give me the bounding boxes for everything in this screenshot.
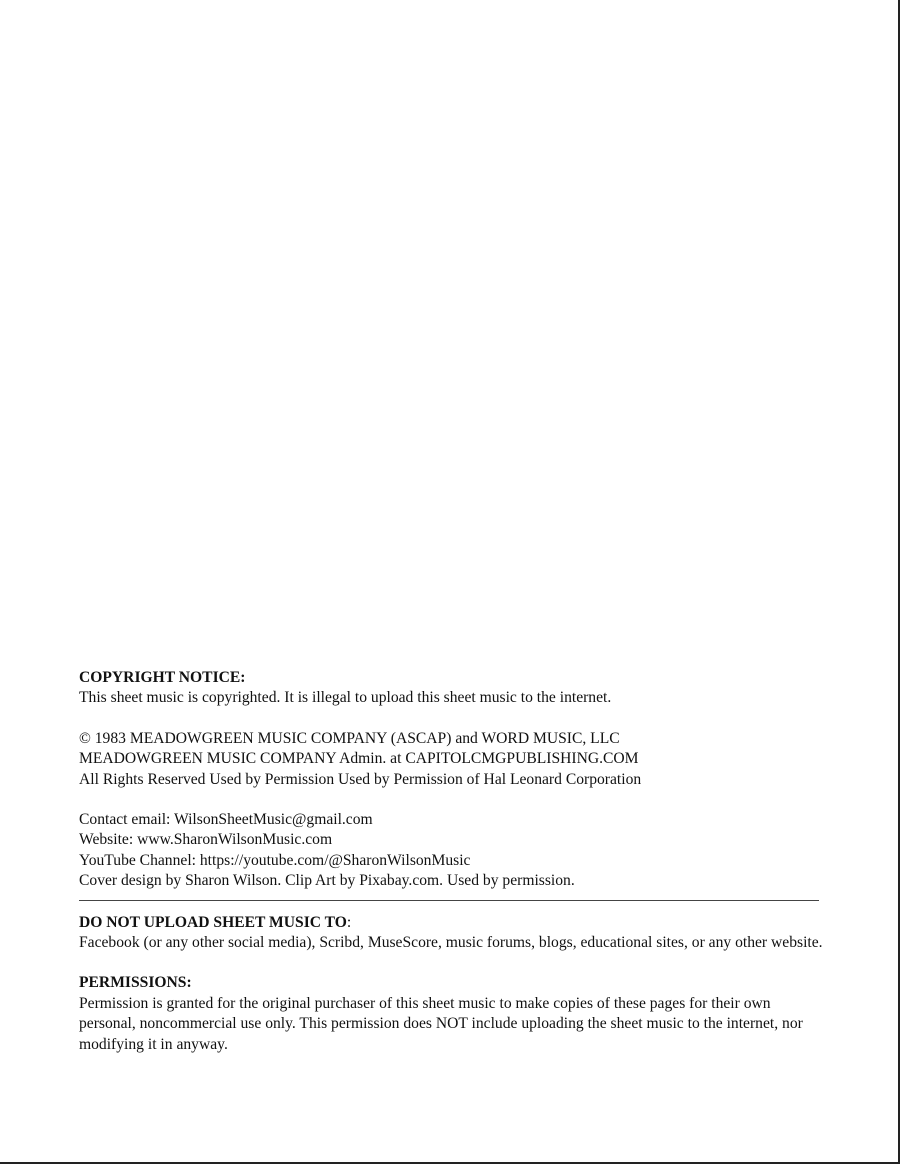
spacer — [79, 901, 824, 913]
spacer — [79, 709, 824, 729]
upload-text: Facebook (or any other social media), Scribd, MuseScore, music forums, blogs, educational sites, or any other website. — [79, 934, 823, 952]
spacer — [79, 953, 824, 973]
copyright-block — [79, 668, 824, 1055]
upload-heading-colon: : — [346, 913, 352, 931]
contact-email: Contact email: WilsonSheetMusic@gmail.com — [79, 811, 373, 829]
permissions-text: Permission is granted for the original purchaser of this sheet music to make copies of these pages for their own personal, noncommercial use only. This permission does NOT include uploading the sheet music to the internet, nor modifying it in anyway. — [79, 994, 803, 1053]
permissions-heading: PERMISSIONS: — [79, 974, 192, 992]
copyright-notice: This sheet music is copyrighted. It is illegal to upload this sheet music to the internet. — [79, 689, 612, 707]
upload-heading: DO NOT UPLOAD SHEET MUSIC TO — [79, 913, 347, 931]
upload-heading-line — [79, 913, 824, 933]
rights-line-3: All Rights Reserved Used by Permission Used by Permission of Hal Leonard Corporation — [79, 770, 642, 788]
contact-youtube: YouTube Channel: https://youtube.com/@SharonWilsonMusic — [79, 851, 471, 869]
rights-line-2: MEADOWGREEN MUSIC COMPANY Admin. at CAPITOLCMGPUBLISHING.COM — [79, 750, 639, 768]
copyright-heading: COPYRIGHT NOTICE: — [79, 669, 246, 686]
cover-credit: Cover design by Sharon Wilson. Clip Art by Pixabay.com. Used by permission. — [79, 872, 575, 890]
spacer — [79, 790, 824, 810]
rights-line-1: © 1983 MEADOWGREEN MUSIC COMPANY (ASCAP) and WORD MUSIC, LLC — [79, 729, 620, 747]
contact-website: Website: www.SharonWilsonMusic.com — [79, 831, 333, 849]
